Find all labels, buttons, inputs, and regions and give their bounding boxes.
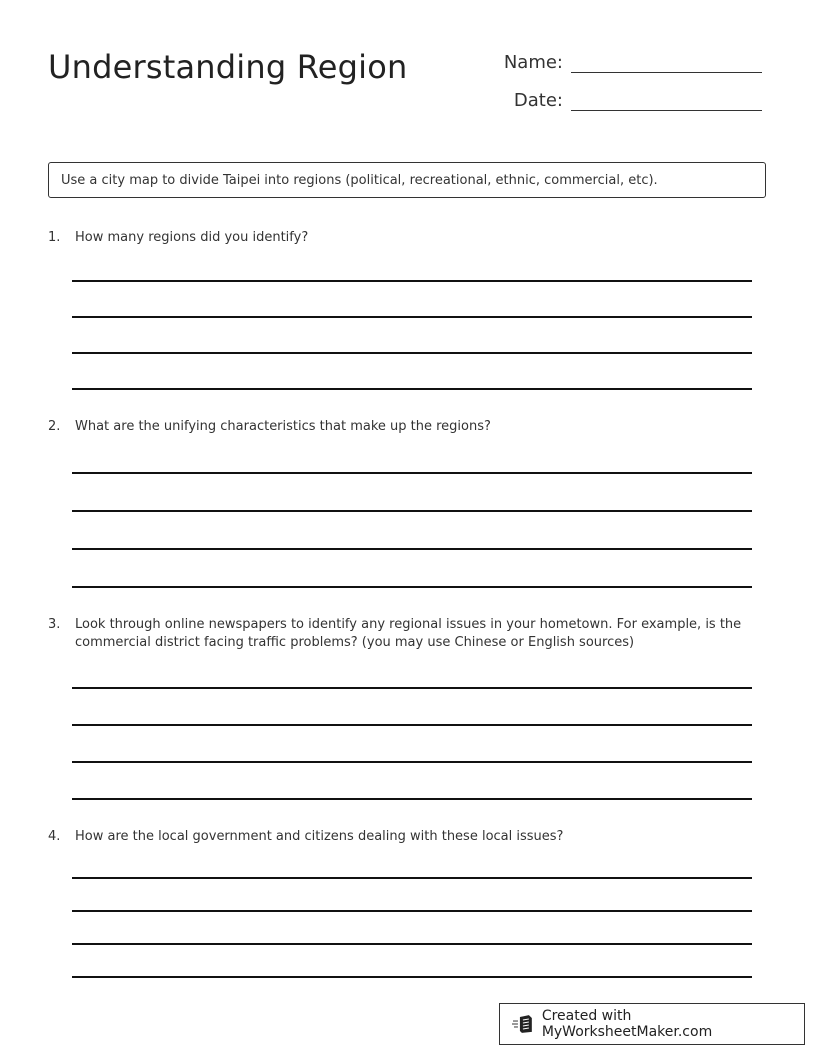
answer-line[interactable]: [72, 352, 752, 354]
question-text: How many regions did you identify?: [75, 230, 309, 245]
created-with-badge[interactable]: [499, 1003, 805, 1045]
date-field: [493, 90, 762, 111]
question-number: 3.: [48, 617, 61, 632]
question-1: [48, 229, 768, 247]
worksheet-title: Understanding Region: [48, 48, 408, 86]
answer-line[interactable]: [72, 877, 752, 879]
answer-line[interactable]: [72, 472, 752, 474]
answer-line[interactable]: [72, 798, 752, 800]
name-input-line[interactable]: [571, 52, 762, 73]
instructions-box: [48, 162, 766, 198]
name-field: [493, 52, 762, 73]
answer-line[interactable]: [72, 910, 752, 912]
question-4: [48, 828, 768, 846]
question-number: 4.: [48, 829, 61, 844]
answer-line[interactable]: [72, 510, 752, 512]
instructions-text: Use a city map to divide Taipei into regions (political, recreational, ethnic, commercial, etc).: [61, 172, 658, 188]
answer-line[interactable]: [72, 280, 752, 282]
question-number: 1.: [48, 230, 61, 245]
date-label: Date:: [513, 90, 563, 111]
question-text: How are the local government and citizens dealing with these local issues?: [75, 829, 564, 844]
answer-line[interactable]: [72, 687, 752, 689]
answer-line[interactable]: [72, 388, 752, 390]
answer-line[interactable]: [72, 761, 752, 763]
question-2: [48, 418, 768, 436]
question-text: Look through online newspapers to identify any regional issues in your hometown. For example, is the commercial district facing traffic problems? (you may use Chinese or English sources): [75, 617, 742, 650]
question-text: What are the unifying characteristics that make up the regions?: [75, 419, 491, 434]
answer-line[interactable]: [72, 976, 752, 978]
question-number: 2.: [48, 419, 61, 434]
answer-line[interactable]: [72, 724, 752, 726]
answer-line[interactable]: [72, 943, 752, 945]
answer-line[interactable]: [72, 316, 752, 318]
date-input-line[interactable]: [571, 90, 762, 111]
question-3: [48, 616, 768, 652]
worksheet-logo-icon: [512, 1014, 534, 1034]
answer-line[interactable]: [72, 586, 752, 588]
answer-line[interactable]: [72, 548, 752, 550]
name-label: Name:: [503, 52, 563, 73]
badge-text: Created with MyWorksheetMaker.com: [541, 1008, 713, 1040]
